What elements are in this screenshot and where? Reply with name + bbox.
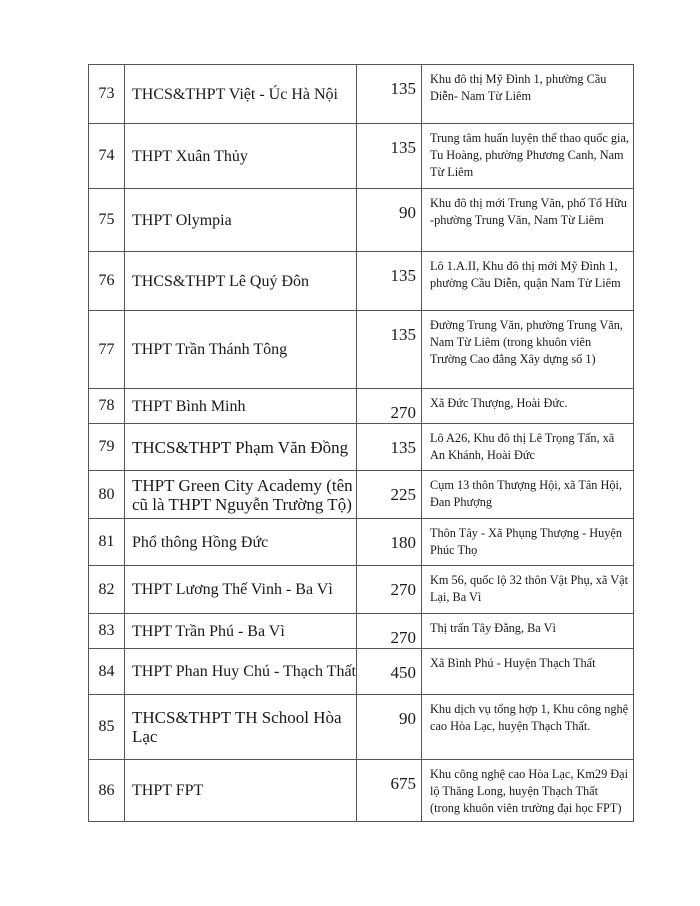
quota: 135 <box>357 124 422 189</box>
school-name: THCS&THPT Phạm Văn Đồng <box>125 424 357 471</box>
table-row <box>89 65 634 124</box>
table-row <box>89 566 634 614</box>
address: Xã Đức Thượng, Hoài Đức. <box>422 389 634 424</box>
row-number: 86 <box>89 760 125 822</box>
quota: 135 <box>357 424 422 471</box>
quota: 135 <box>357 252 422 311</box>
address: Lô 1.A.II, Khu đô thị mới Mỹ Đình 1, phường Cầu Diễn, quận Nam Từ Liêm <box>422 252 634 311</box>
address: Km 56, quốc lộ 32 thôn Vật Phụ, xã Vật Lại, Ba Vì <box>422 566 634 614</box>
quota: 225 <box>357 471 422 519</box>
address: Thôn Tây - Xã Phụng Thượng - Huyện Phúc Thọ <box>422 519 634 566</box>
row-number: 81 <box>89 519 125 566</box>
quota: 90 <box>357 189 422 252</box>
row-number: 75 <box>89 189 125 252</box>
address: Lô A26, Khu đô thị Lê Trọng Tấn, xã An Khánh, Hoài Đức <box>422 424 634 471</box>
address: Khu đô thị mới Trung Văn, phố Tố Hữu -phường Trung Văn, Nam Từ Liêm <box>422 189 634 252</box>
row-number: 84 <box>89 649 125 695</box>
quota: 180 <box>357 519 422 566</box>
row-number: 80 <box>89 471 125 519</box>
school-name: THCS&THPT Lê Quý Đôn <box>125 252 357 311</box>
school-name: THPT Trần Thánh Tông <box>125 311 357 389</box>
row-number: 73 <box>89 65 125 124</box>
table-row <box>89 760 634 822</box>
address: Trung tâm huấn luyện thể thao quốc gia, Tu Hoàng, phường Phương Canh, Nam Từ Liêm <box>422 124 634 189</box>
row-number: 78 <box>89 389 125 424</box>
school-name: THPT Green City Academy (tên cũ là THPT Nguyễn Trường Tộ) <box>125 471 357 519</box>
school-name: Phổ thông Hồng Đức <box>125 519 357 566</box>
address: Khu đô thị Mỹ Đình 1, phường Cầu Diễn- Nam Từ Liêm <box>422 65 634 124</box>
row-number: 82 <box>89 566 125 614</box>
table-row <box>89 189 634 252</box>
school-name: THPT Trần Phú - Ba Vì <box>125 614 357 649</box>
quota: 270 <box>357 566 422 614</box>
quota: 135 <box>357 65 422 124</box>
table-row <box>89 471 634 519</box>
address: Cụm 13 thôn Thượng Hội, xã Tân Hội, Đan Phượng <box>422 471 634 519</box>
school-name: THPT Lương Thế Vinh - Ba Vì <box>125 566 357 614</box>
table-row <box>89 519 634 566</box>
quota: 90 <box>357 695 422 760</box>
school-name: THPT Olympia <box>125 189 357 252</box>
school-name: THPT Bình Minh <box>125 389 357 424</box>
row-number: 83 <box>89 614 125 649</box>
quota: 135 <box>357 311 422 389</box>
table-row <box>89 124 634 189</box>
table-row <box>89 614 634 649</box>
table-row <box>89 252 634 311</box>
address: Thị trấn Tây Đằng, Ba Vì <box>422 614 634 649</box>
table-row <box>89 649 634 695</box>
school-name: THPT Xuân Thủy <box>125 124 357 189</box>
quota: 675 <box>357 760 422 822</box>
row-number: 79 <box>89 424 125 471</box>
address: Khu công nghệ cao Hòa Lạc, Km29 Đại lộ Thăng Long, huyện Thạch Thất (trong khuôn viên trường đại học FPT) <box>422 760 634 822</box>
school-name: THCS&THPT Việt - Úc Hà Nội <box>125 65 357 124</box>
address: Xã Bình Phú - Huyện Thạch Thất <box>422 649 634 695</box>
table-row <box>89 311 634 389</box>
table-row <box>89 424 634 471</box>
address: Đường Trung Văn, phường Trung Văn, Nam Từ Liêm (trong khuôn viên Trường Cao đẳng Xây dựng số 1) <box>422 311 634 389</box>
table-row <box>89 695 634 760</box>
row-number: 76 <box>89 252 125 311</box>
school-name: THPT FPT <box>125 760 357 822</box>
quota: 270 <box>357 614 422 649</box>
quota: 450 <box>357 649 422 695</box>
school-name: THPT Phan Huy Chú - Thạch Thất <box>125 649 357 695</box>
table-row <box>89 389 634 424</box>
school-name: THCS&THPT TH School Hòa Lạc <box>125 695 357 760</box>
row-number: 77 <box>89 311 125 389</box>
quota: 270 <box>357 389 422 424</box>
address: Khu dịch vụ tổng hợp 1, Khu công nghệ cao Hòa Lạc, huyện Thạch Thất. <box>422 695 634 760</box>
school-table <box>88 64 634 822</box>
row-number: 74 <box>89 124 125 189</box>
row-number: 85 <box>89 695 125 760</box>
